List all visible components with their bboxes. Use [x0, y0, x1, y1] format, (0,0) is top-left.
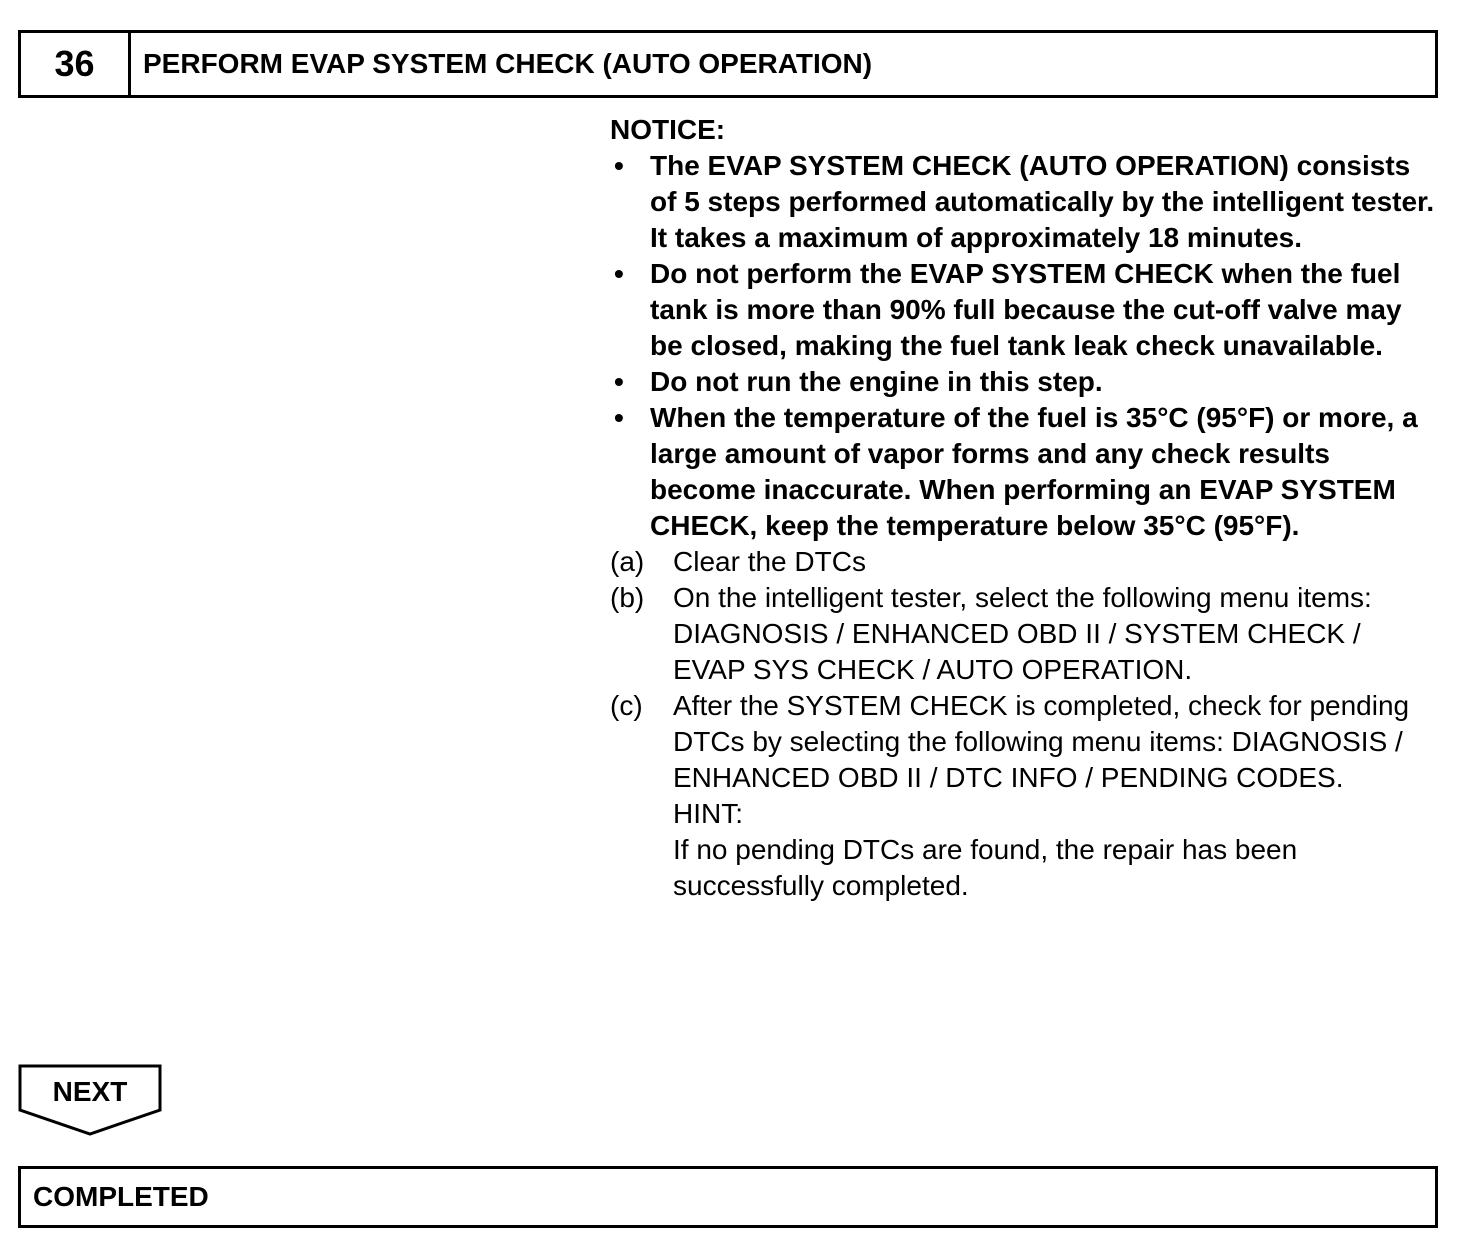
procedure-step-c — [610, 688, 1438, 904]
notice-item: • When the temperature of the fuel is 35°C (95°F) or more, a large amount of vapor forms and any check results become inaccurate. When performing an EVAP SYSTEM CHECK, keep the temperature below 35°C (95°F). — [610, 400, 1438, 544]
next-button[interactable] — [18, 1064, 164, 1138]
notice-item: • Do not perform the EVAP SYSTEM CHECK when the fuel tank is more than 90% full because the cut-off valve may be closed, making the fuel tank leak check unavailable. — [610, 256, 1438, 364]
hint-label: HINT: — [673, 798, 743, 829]
procedure-step-a — [610, 544, 1438, 580]
completed-box: COMPLETED — [18, 1166, 1438, 1228]
step-marker: (c) — [610, 690, 643, 721]
hint-text: If no pending DTCs are found, the repair has been successfully completed. — [673, 834, 1298, 901]
step-number: 36 — [21, 33, 131, 95]
notice-item: • Do not run the engine in this step. — [610, 364, 1438, 400]
notice-heading: NOTICE: — [610, 114, 726, 145]
step-text: After the SYSTEM CHECK is completed, check for pending DTCs by selecting the following menu items: DIAGNOSIS / ENHANCED OBD II / DTC INFO / PENDING CODES. — [673, 690, 1410, 793]
step-title: PERFORM EVAP SYSTEM CHECK (AUTO OPERATION) — [143, 48, 873, 79]
step-marker: (a) — [610, 546, 645, 577]
step-marker: (b) — [610, 582, 645, 613]
procedure-steps — [610, 544, 1438, 904]
next-label: NEXT — [52, 1076, 128, 1107]
notice-list — [610, 148, 1438, 544]
notice-item: • The EVAP SYSTEM CHECK (AUTO OPERATION) consists of 5 steps performed automatically by the intelligent tester. It takes a maximum of approximately 18 minutes. — [610, 148, 1438, 256]
step-text: Clear the DTCs — [673, 546, 866, 577]
procedure-step-b — [610, 580, 1438, 688]
step-header — [18, 30, 1438, 98]
procedure-content — [610, 112, 1438, 904]
step-text: On the intelligent tester, select the following menu items: DIAGNOSIS / ENHANCED OBD II / SYSTEM CHECK / EVAP SYS CHECK / AUTO OPERATION. — [673, 582, 1372, 685]
